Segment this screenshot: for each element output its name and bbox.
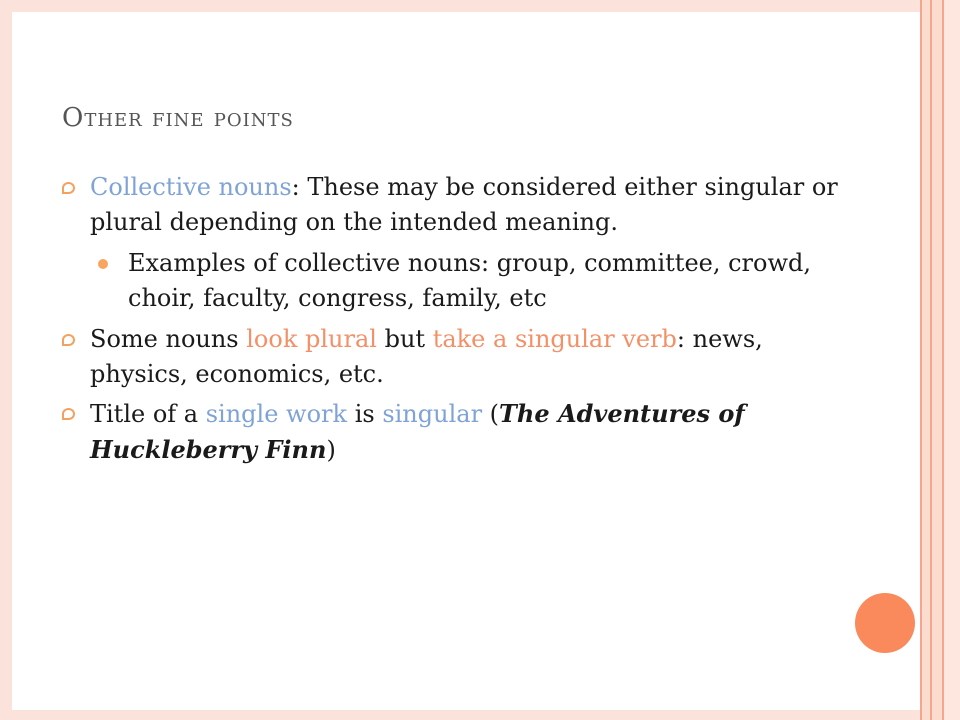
slide-title: Other fine points <box>62 103 294 133</box>
bullet-marker-icon <box>62 182 75 194</box>
bullet-text: : news, physics, economics, etc. <box>90 325 763 388</box>
decorative-stripes <box>920 0 960 720</box>
term-collective-nouns: Collective nouns <box>90 173 292 201</box>
bullet-text: Some nouns <box>90 325 247 353</box>
bullet-text: ( <box>482 400 500 428</box>
slide-body <box>62 170 852 472</box>
bullet-title-of-work <box>62 396 852 468</box>
bullet-look-plural <box>62 322 852 392</box>
term-single-work: single work <box>205 400 348 428</box>
bullet-collective-nouns <box>62 170 852 240</box>
bullet-marker-icon <box>62 334 75 346</box>
bullet-text: is <box>347 400 383 428</box>
term-singular: singular <box>382 400 483 428</box>
bullet-marker-icon <box>62 408 75 420</box>
decorative-circle <box>855 593 915 653</box>
term-take-singular-verb: take a singular verb <box>432 325 677 353</box>
sub-bullet-examples <box>62 246 852 316</box>
sub-bullet-dot-icon <box>98 259 108 269</box>
bullet-text: : These may be considered either singular or plural depending on the intended meaning. <box>90 173 838 236</box>
sub-bullet-text: Examples of collective nouns: group, committee, crowd, choir, faculty, congress, family, etc <box>128 249 812 312</box>
bullet-text: Title of a <box>90 400 206 428</box>
bullet-text: but <box>376 325 433 353</box>
term-look-plural: look plural <box>246 325 377 353</box>
bullet-text: ) <box>326 436 336 464</box>
book-title: The Adventures of Huckleberry Finn <box>90 399 745 464</box>
